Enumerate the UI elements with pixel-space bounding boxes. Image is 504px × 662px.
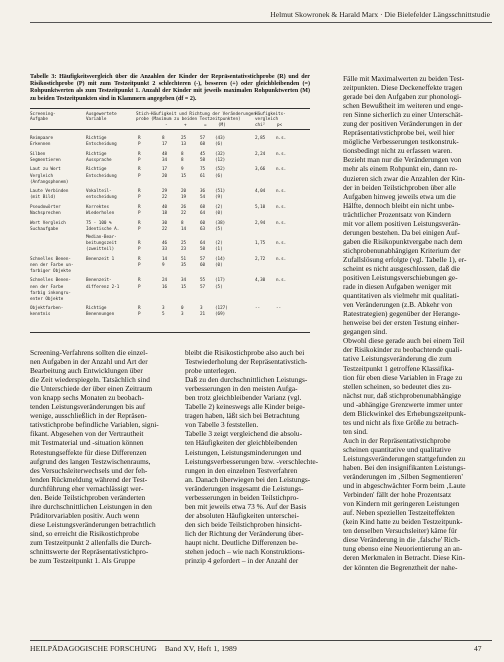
cell-aufgabe: Schnelles Benen- [30, 256, 71, 262]
cell-stichprobe: P [138, 247, 141, 252]
footer-rule [30, 640, 492, 641]
text-line: gaben die Risikopunktvergabe nach dem [343, 236, 463, 246]
text-line: zum Testzeitpunkt 2 allenfalls die Durch- [30, 537, 152, 547]
cell-gleich: 64 [200, 211, 206, 216]
header-probe: probe [136, 117, 149, 122]
text-line: Hälfte, dennoch bleibt ein nicht unbe- [343, 200, 455, 210]
text-line: tionsbedingt nicht zu erfassen waren. [343, 146, 453, 156]
text-line: duzieren sich zwar die Anzahlen der Kin- [343, 173, 465, 183]
cell-minus: 16 [162, 284, 168, 290]
text-line: Leistungen, Leistungsminderungen und [185, 447, 302, 457]
body-column-left [30, 348, 177, 565]
text-line: verbesserungen in beiden Teilstichpro- [185, 492, 299, 502]
text-line: und in abgeschwächter Form beim ‚Laute [343, 481, 466, 491]
cell-aufgabe: nen der Farbe un- [30, 262, 74, 268]
cell-plus: 20 [181, 189, 187, 195]
cell-aufgabe: (mit Bild) [30, 195, 56, 201]
text-line: lich der Richtung der Veränderung über- [185, 528, 304, 538]
cell-minus: 30 [162, 220, 168, 226]
text-line: tion für eben diese Variablen in Frage zu [343, 372, 463, 382]
header-vergleich2: vergleich [255, 117, 279, 122]
cell-maximum: (127) [215, 306, 228, 312]
cell-variable: beitungszeit [86, 240, 117, 246]
cell-maximum: (1) [215, 247, 223, 252]
cell-maximum: (17) [215, 278, 226, 284]
cell-minus: 40 [162, 204, 168, 210]
text-line: mit Testmaterial und -situation können [30, 438, 144, 448]
text-line: sind, so erreicht die Risikostichprobe [30, 528, 140, 538]
cell-minus: 24 [162, 278, 168, 284]
text-line: stellen scheinen, so bedeutet dies zu- [343, 381, 452, 391]
text-line: den. Beide Teilstichproben veränderten [30, 492, 146, 502]
cell-plus: 35 [181, 262, 187, 268]
cell-gleich: 45 [200, 151, 206, 157]
body-column-middle [185, 348, 335, 565]
text-line: derungen bestehen. Da bei einigen Auf- [343, 227, 460, 237]
text-line: tes und nicht als fixe Größe zu betrach- [343, 417, 459, 427]
text-line: scheinen quantitative und qualitative [343, 444, 451, 454]
cell-gleich: 54 [200, 195, 206, 201]
text-line: wenige, ausschließlich in der Repräsen- [30, 411, 147, 421]
text-line: tragen haben, läßt sich bei Betrachtung [185, 411, 300, 421]
cell-gleich: 57 [200, 284, 206, 290]
text-line: nen Aufgaben in der Anzahl und Art der [30, 357, 148, 367]
cell-gleich: 63 [200, 226, 206, 232]
cell-p: n.s. [276, 278, 287, 284]
cell-maximum: (43) [215, 136, 226, 141]
cell-aufgabe: Nachsprechen [30, 211, 61, 216]
text-line: schnittswerte der Repräsentativstichpro- [30, 547, 149, 557]
cell-aufgabe: (Anfangsphonem) [30, 179, 69, 185]
text-line: an. Danach überwiegen bei den Leistungs- [185, 474, 311, 484]
cell-maximum: (6) [215, 173, 223, 179]
cell-plus: 23 [181, 247, 187, 252]
text-line: veränderungen insgesamt die Leistungs- [185, 483, 304, 493]
text-line: haben. Bei den insignifikanten Leistungs- [343, 463, 466, 473]
text-line: mögliche Verbesserungen testkonstruk- [343, 137, 459, 147]
cell-aufgabe: Laut zu Wort [30, 167, 61, 173]
header-m: (M) [218, 123, 226, 128]
cell-variable: Benennungen [86, 312, 115, 318]
cell-variable: Aussprache [86, 157, 112, 163]
cell-minus: 14 [162, 256, 168, 262]
cell-plus: 8 [181, 220, 184, 226]
text-line: des Versuchsleiterwechsels und der feh- [30, 465, 148, 475]
text-line: ten Häufigkeiten der gleichbleibenden [185, 438, 298, 448]
cell-aufgabe: Schnelles Benen- [30, 278, 71, 284]
text-line: von knapp sechs Monaten zu beobach- [30, 393, 144, 403]
cell-gleich: 60 [200, 262, 206, 268]
body-column-right [343, 74, 493, 572]
text-line: stehen jedoch – wie nach Konstruktions- [185, 547, 305, 557]
cell-maximum: (5) [215, 284, 223, 290]
cell-plus: 14 [181, 226, 187, 232]
text-line: auf. Neben speziellen Testzeiteffekten [343, 508, 455, 518]
header-ausgewertet: Ausgewertete [86, 112, 117, 117]
text-line: Ratestrategien) gegenüber der Herange- [343, 309, 461, 319]
cell-chi: 3,66 [255, 167, 266, 173]
header-aufgabe: Aufgabe [30, 117, 48, 122]
cell-gleich: 55 [200, 278, 206, 284]
text-line: verbesserungen in den meisten Aufga- [185, 384, 298, 394]
cell-gleich: 61 [200, 173, 206, 179]
text-line: ten denselben Versuchsleiter) käme für [343, 526, 458, 536]
cell-plus: 8 [181, 157, 184, 163]
cell-plus: 15 [181, 173, 187, 179]
cell-variable: Vokalteil- [86, 189, 112, 195]
cell-stichprobe: P [138, 284, 141, 290]
cell-stichprobe: R [138, 278, 141, 284]
cell-chi: 2,94 [255, 220, 266, 226]
cell-aufgabe: farbig inkongru- [30, 290, 71, 296]
header-haeufigkeit: Häufigkeit und Richtung der Veränderungen [151, 112, 256, 117]
running-head: Helmut Skowronek & Harald Marx · Die Bielefelder Längsschnittstudie [270, 10, 490, 19]
text-line: Leistungsveränderungen stattgefunden zu [343, 453, 466, 463]
cell-aufgabe: Laute Verbinden [30, 189, 69, 195]
text-line: Obwohl diese gerade auch bei einem Teil [343, 336, 465, 346]
cell-variable: Benenzeit- [86, 278, 112, 284]
text-line: von Tabelle 3 feststellen. [185, 420, 259, 430]
cell-minus: 22 [162, 226, 168, 232]
cell-aufgabe: Pseudowörter [30, 204, 61, 210]
header-minus: - [165, 123, 168, 128]
cell-aufgabe: nen der Farbe [30, 284, 64, 290]
text-line: diese Veränderung in die ‚falsche' Rich- [343, 535, 461, 545]
cell-maximum: (0) [215, 262, 223, 268]
cell-maximum: (69) [215, 312, 226, 318]
cell-stichprobe: P [138, 226, 141, 232]
text-line: rade in diesen Aufgaben weniger mit [343, 282, 452, 292]
cell-maximum: (0) [215, 211, 223, 216]
cell-plus: 25 [181, 240, 187, 246]
table-bottom-rule [30, 332, 310, 333]
cell-aufgabe: Wort Vergleich [30, 220, 66, 226]
header-eq: = [204, 123, 207, 128]
cell-p: n.s. [276, 220, 287, 226]
text-line: durchführung eher vernachlässigt wer- [30, 483, 144, 493]
header-screening: Screening- [30, 112, 56, 117]
cell-stichprobe: R [138, 240, 141, 246]
cell-maximum: (14) [215, 256, 226, 262]
text-line: ven Veränderungen (z.B. Abkehr von [343, 300, 453, 310]
text-line: ben trotz gleichbleibender Varianz (vgl. [185, 393, 302, 403]
cell-variable: Median-Bear- [86, 234, 117, 240]
cell-stichprobe: P [138, 312, 141, 318]
cell-variable: 75 - 100 % [86, 220, 112, 226]
text-line: der in beiden Teilstichproben über alle [343, 182, 456, 192]
cell-p: n.s. [276, 151, 287, 157]
text-line: tativstichprobe befindliche Variablen, signi- [30, 420, 159, 430]
text-line: Testwiederholung der Repräsentativstich- [185, 357, 308, 367]
cell-minus: 34 [162, 157, 168, 163]
cell-variable: Identische A. [86, 226, 120, 232]
text-line: mit vor allem positiven Leistungsverän- [343, 218, 461, 228]
text-line: haupt nicht. Deutliche Differenzen be- [185, 537, 299, 547]
text-line: der Risikokinder zu beobachtende quali- [343, 345, 463, 355]
cell-chi: 2,85 [255, 136, 266, 141]
cell-aufgabe: Vergleich [30, 173, 54, 179]
cell-aufgabe: Silben [30, 151, 46, 157]
header-variable: Variable [86, 117, 107, 122]
cell-variable: Richtige [86, 167, 107, 173]
text-line: von Kindern mit geringeren Leistungen [343, 499, 460, 509]
cell-plus: 34 [181, 278, 187, 284]
text-line: henweise bei der ersten Testung einher- [343, 318, 460, 328]
cell-variable: differenz 2-1 [86, 284, 120, 290]
cell-stichprobe: R [138, 220, 141, 226]
text-line: mehr als einem Rohpunkt ein, dann re- [343, 164, 458, 174]
cell-gleich: 3 [200, 306, 203, 312]
text-line: nächst nur, daß stichprobenunabhängige [343, 390, 461, 400]
cell-plus: 26 [181, 204, 187, 210]
header-vergleich1: Häufigkeits- [255, 112, 286, 117]
text-line: den sich beide Teilstichproben hinsicht- [185, 519, 302, 529]
text-line: Präditorvariablen positiv. Auch wenn [30, 510, 140, 520]
cell-stichprobe: P [138, 195, 141, 201]
text-line: die Zeit wiederspiegeln. Tatsächlich sind [30, 375, 150, 385]
cell-gleich: 60 [200, 220, 206, 226]
text-line: Testzeitpunkt 1 getroffene Klassifika- [343, 363, 454, 373]
text-line: (kein Kind hatte zu beiden Testzeitpunk- [343, 517, 463, 527]
text-line: der könnten die Begrenztheit der nahe- [343, 562, 458, 572]
cell-p: -- [276, 306, 282, 312]
cell-maximum: (52) [215, 167, 226, 173]
cell-stichprobe: P [138, 142, 141, 148]
cell-gleich: 36 [200, 189, 206, 195]
cell-variable: Richtige [86, 306, 107, 312]
table-caption: Tabelle 3: Häufigkeitsvergleich über die Anzahlen der Kinder der Repräsentativstichprobe (R) und der Risikostichprobe (P) mit zum Testzeitpunkt 2 schlechteren (-), besseren (+) oder gleichbleibenden (=) Rohpunktwerten als zum Testzeitpunkt 1. Anzahl der Kinder mit jeweils maximalen Rohpunktwerten (M) zu beiden Testzeitpunkten sind in Klammern angegeben (df = 2). [30, 74, 310, 102]
table-top-rule [30, 108, 310, 109]
text-line: ten sind. [343, 426, 368, 436]
journal-volume: Band XV, Heft 1, 1989 [164, 644, 237, 653]
cell-plus: 8 [181, 151, 184, 157]
cell-minus: 8 [162, 136, 165, 141]
cell-chi: -- [255, 306, 261, 312]
cell-minus: 9 [162, 262, 165, 268]
cell-stichprobe: R [138, 189, 141, 195]
cell-maximum: (5) [215, 226, 223, 232]
text-line: Daß zu den durchschnittlichen Leistungs- [185, 375, 308, 385]
header-plus: + [184, 123, 187, 128]
text-line: zeitpunkten. Diese Deckeneffekte tragen [343, 83, 463, 93]
cell-gleich: 75 [200, 167, 206, 173]
header-maximum: (Maximum zu beiden Testzeitpunkten) [151, 117, 241, 122]
text-line: die Unterschiede der über einen Zeitraum [30, 384, 153, 394]
text-line: Tabelle 2) keineswegs alle Kinder beige- [185, 402, 305, 412]
text-line: gerade bei den Aufgaben zur phonologi- [343, 92, 462, 102]
cell-stichprobe: R [138, 306, 141, 312]
header-p: p< [277, 123, 283, 128]
text-line: trächtlicher Prozentsatz von Kindern [343, 209, 451, 219]
cell-stichprobe: R [138, 256, 141, 262]
text-line: positiven Leistungsverschiebungen ge- [343, 273, 458, 283]
text-line: Retestungseffekte für diese Differenzen [30, 447, 147, 457]
cell-p: n.s. [276, 167, 287, 173]
header-chi: chi² [255, 123, 266, 128]
text-line: dem Blickwinkel des Erhebungszeitpunk- [343, 408, 466, 418]
text-line: Screening-Verfahrens sollten die einzel- [30, 348, 148, 357]
text-line: lenden Rückmeldung während der Test- [30, 474, 148, 484]
journal-name: HEILPÄDAGOGISCHE FORSCHUNG [30, 644, 157, 653]
text-line: rungen in den einzelnen Testverfahren [185, 465, 298, 475]
cell-stichprobe: P [138, 262, 141, 268]
cell-aufgabe: Reimpaare [30, 136, 54, 141]
cell-plus: 19 [181, 195, 187, 201]
cell-variable: Wiederholen [86, 211, 115, 216]
cell-aufgabe: kenntnis [30, 312, 51, 318]
text-line: tung ebenso eine Neuorientierung an an- [343, 544, 463, 554]
cell-variable: Entscheidung [86, 173, 117, 179]
cell-stichprobe: P [138, 211, 141, 216]
text-line: veränderungen im ‚Silben Segmentieren' [343, 472, 463, 482]
cell-plus: 0 [181, 306, 184, 312]
cell-minus: 17 [162, 167, 168, 173]
cell-p: n.s. [276, 240, 287, 246]
cell-maximum: (12) [215, 157, 226, 163]
cell-maximum: (2) [215, 204, 223, 210]
cell-p: n.s. [276, 136, 287, 141]
cell-gleich: 64 [200, 240, 206, 246]
cell-p: n.s. [276, 189, 287, 195]
text-line: Bearbeitung auch Entwicklungen über [30, 366, 143, 376]
cell-aufgabe: Segmentieren [30, 157, 61, 163]
cell-chi: 4,04 [255, 189, 266, 195]
text-line: Bezieht man nur die Veränderungen von [343, 155, 462, 165]
text-line: stichprobenunabhängigen Kriterium der [343, 245, 461, 255]
cell-gleich: 58 [200, 247, 206, 252]
text-line: deren Merkmalen in Betracht. Diese Kin- [343, 553, 465, 563]
cell-maximum: (6) [215, 142, 223, 148]
cell-plus: 9 [181, 167, 184, 173]
cell-chi: 2,72 [255, 256, 266, 262]
cell-aufgabe: farbiger Objekte [30, 268, 71, 274]
cell-variable: Korrektes [86, 204, 110, 210]
cell-minus: 29 [162, 189, 168, 195]
cell-maximum: (32) [215, 151, 226, 157]
cell-stichprobe: P [138, 173, 141, 179]
text-line: be zum Testzeitpunkt 1. Als Gruppe [30, 556, 136, 566]
text-line: fikant. Abgesehen von der Vertrautheit [30, 429, 144, 439]
cell-variable: Benenzeit 1 [86, 256, 115, 262]
cell-minus: 20 [162, 173, 168, 179]
cell-maximum: (2) [215, 240, 223, 246]
cell-maximum: (9) [215, 195, 223, 201]
cell-plus: 22 [181, 211, 187, 216]
cell-aufgabe: Objektfarben- [30, 306, 64, 312]
cell-gleich: 57 [200, 136, 206, 141]
text-line: der absoluten Häufigkeiten unterschei- [185, 510, 299, 520]
cell-aufgabe: Suchaufgabe [30, 226, 59, 232]
cell-aufgabe: enter Objekte [30, 296, 64, 302]
text-line: schen Bewußtheit im weiteren und enge- [343, 101, 464, 111]
cell-minus: 18 [162, 211, 168, 216]
text-line: Repräsentativstichprobe bei, weil hier [343, 128, 455, 138]
cell-stichprobe: P [138, 157, 141, 163]
cell-stichprobe: R [138, 167, 141, 173]
text-line: Auch in der Repräsentativstichprobe [343, 435, 451, 445]
footer-journal [30, 644, 237, 653]
text-line: quantitativen als vielmehr mit qualitati- [343, 291, 460, 301]
cell-minus: 3 [162, 306, 165, 312]
text-line: ren Sinne sicherlich zu einer Unterschät- [343, 110, 463, 120]
cell-p: n.s. [276, 204, 287, 210]
cell-minus: 17 [162, 142, 168, 148]
cell-gleich: 21 [200, 312, 206, 318]
cell-chi: 2,24 [255, 151, 266, 157]
cell-maximum: (38) [215, 220, 226, 226]
page-number: 47 [474, 644, 482, 653]
cell-plus: 3 [181, 312, 184, 318]
cell-minus: 46 [162, 240, 168, 246]
text-line: Leistungsverbesserungen bzw. -verschlechte- [185, 456, 319, 466]
cell-stichprobe: R [138, 136, 141, 141]
text-line: Verbinden' fällt der hohe Prozentsatz [343, 490, 452, 500]
cell-variable: Richtige [86, 136, 107, 141]
text-line: und -abhängige Grenzwerte immer unter [343, 399, 463, 409]
header-rule [30, 22, 492, 23]
cell-gleich: 68 [200, 142, 206, 148]
text-line: tenden Leistungsveränderungen bis auf [30, 402, 146, 412]
cell-aufgabe: Erkennen [30, 142, 51, 148]
text-line: gegangen sind. [343, 327, 388, 337]
header-stich: Stich- [136, 112, 152, 117]
cell-maximum: (51) [215, 189, 226, 195]
cell-gleich: 57 [200, 256, 206, 262]
cell-variable: entscheidung [86, 195, 117, 201]
text-line: ben mit jeweils etwa 73 %. Auf der Basis [185, 501, 307, 511]
text-line: Tabelle 3 zeigt vergleichend die absolu- [185, 429, 303, 439]
table-header-rule [30, 129, 310, 130]
cell-chi: 4,30 [255, 278, 266, 284]
cell-gleich: 68 [200, 204, 206, 210]
cell-stichprobe: R [138, 204, 141, 210]
cell-minus: 5 [162, 312, 165, 318]
text-line: tative Leistungsveränderung die zum [343, 354, 452, 364]
cell-plus: 13 [181, 142, 187, 148]
text-line: aufgrund des langen Testzwischenraums, [30, 456, 151, 466]
text-line: diese Leistungsveränderungen betrachtlich [30, 519, 156, 529]
text-line: scheint es nicht ausgeschlossen, daß die [343, 263, 461, 273]
cell-gleich: 58 [200, 157, 206, 163]
text-line: bleibt die Risikostichprobe also auch bei [185, 348, 305, 357]
cell-plus: 25 [181, 136, 187, 141]
cell-minus: 22 [162, 195, 168, 201]
cell-p: n.s. [276, 256, 287, 262]
cell-stichprobe: R [138, 151, 141, 157]
cell-plus: 15 [181, 284, 187, 290]
cell-minus: 48 [162, 151, 168, 157]
text-line: probe unterlegen. [185, 366, 237, 376]
text-line: Aufgaben hinweg jeweils etwa um die [343, 191, 456, 201]
text-line: zung der positiven Veränderungen in der [343, 119, 463, 129]
cell-chi: 5,10 [255, 204, 266, 210]
cell-minus: 33 [162, 247, 168, 252]
cell-variable: (zweitteil) [86, 247, 115, 252]
text-line: prinzip 4 gefordert – in der Anzahl der [185, 556, 299, 566]
cell-plus: 51 [181, 256, 187, 262]
text-line: Fälle mit Maximalwerten zu beiden Test- [343, 74, 465, 83]
cell-variable: Richtige [86, 151, 107, 157]
text-line: Zufallslösung erfolgte (vgl. Tabelle 1), er- [343, 254, 467, 264]
text-line: ihre durchschnittlichen Leistungen in den [30, 501, 152, 511]
cell-variable: Entscheidung [86, 142, 117, 148]
cell-chi: 1,75 [255, 240, 266, 246]
